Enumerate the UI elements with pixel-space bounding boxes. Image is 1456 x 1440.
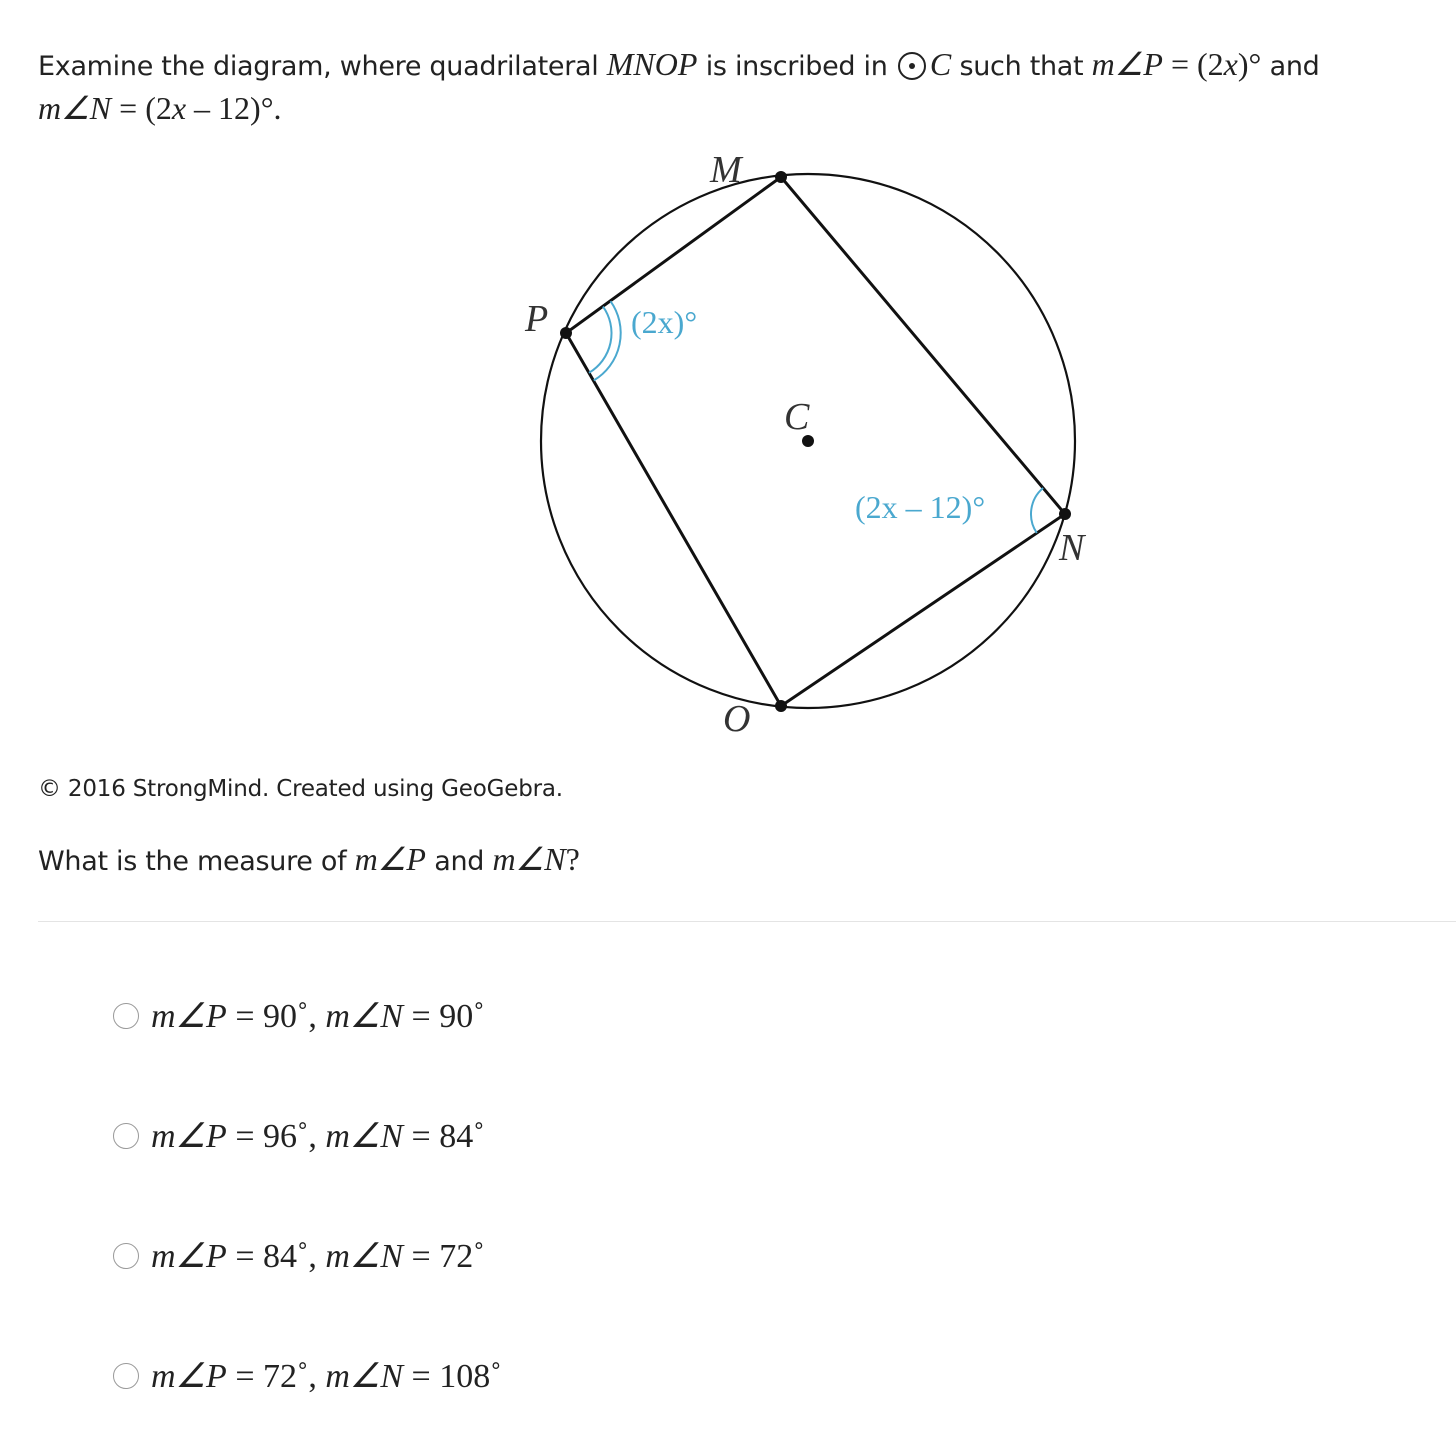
quadrilateral-name: MNOP xyxy=(606,46,698,82)
radio-button[interactable] xyxy=(113,1243,139,1269)
prompt-text-part: ? xyxy=(565,841,580,877)
answer-choice-1[interactable] xyxy=(113,996,485,1036)
radio-button[interactable] xyxy=(113,1123,139,1149)
vertex-m xyxy=(775,171,787,183)
copyright-notice: © 2016 StrongMind. Created using GeoGebra. xyxy=(38,776,563,802)
question-text-part: and xyxy=(1261,51,1320,82)
angle-n-arc xyxy=(1031,488,1043,533)
angle-n-expression-end: – 12)°. xyxy=(186,90,282,126)
circle-name: C xyxy=(929,46,952,82)
prompt-text-part: and xyxy=(425,846,493,877)
vertex-o xyxy=(775,700,787,712)
label-c: C xyxy=(784,396,810,438)
angle-p-label: (2x)° xyxy=(631,304,698,340)
answer-choice-4[interactable] xyxy=(113,1356,502,1396)
question-prompt xyxy=(38,840,580,878)
label-p: P xyxy=(525,298,549,340)
angle-p-arc-inner xyxy=(589,307,612,373)
answer-choice-3[interactable] xyxy=(113,1236,485,1276)
angle-p-symbol: m∠P xyxy=(354,841,426,877)
answer-choice-2[interactable] xyxy=(113,1116,485,1156)
angle-p-expression: = (2 xyxy=(1162,46,1224,82)
question-text-part: is inscribed in xyxy=(697,51,896,82)
quadrilateral-mnop xyxy=(566,177,1065,706)
prompt-text-part: What is the measure of xyxy=(38,846,355,877)
variable-x: x xyxy=(1223,46,1238,82)
choice-label[interactable]: m∠P = 72˚, m∠N = 108˚ xyxy=(151,1358,502,1395)
question-text-part: such that xyxy=(951,51,1092,82)
choice-label[interactable]: m∠P = 96˚, m∠N = 84˚ xyxy=(151,1118,485,1155)
choice-label[interactable]: m∠P = 90˚, m∠N = 90˚ xyxy=(151,998,485,1035)
label-m: M xyxy=(710,149,742,191)
angle-n-expression: = (2 xyxy=(111,90,172,126)
variable-x: x xyxy=(171,90,187,126)
angle-p-symbol: m∠P xyxy=(1091,46,1163,82)
radio-button[interactable] xyxy=(113,1363,139,1389)
question-text-part: Examine the diagram, where quadrilateral xyxy=(38,51,607,82)
angle-p-expression-end: )° xyxy=(1237,46,1262,82)
vertex-p xyxy=(560,327,572,339)
vertex-n xyxy=(1059,508,1071,520)
label-n: N xyxy=(1059,527,1085,569)
angle-n-symbol: m∠N xyxy=(38,90,112,126)
angle-n-label: (2x – 12)° xyxy=(855,489,986,525)
radio-button[interactable] xyxy=(113,1003,139,1029)
angle-n-symbol: m∠N xyxy=(492,841,566,877)
label-o: O xyxy=(723,698,751,740)
divider xyxy=(38,921,1456,922)
choice-label[interactable]: m∠P = 84˚, m∠N = 72˚ xyxy=(151,1238,485,1275)
